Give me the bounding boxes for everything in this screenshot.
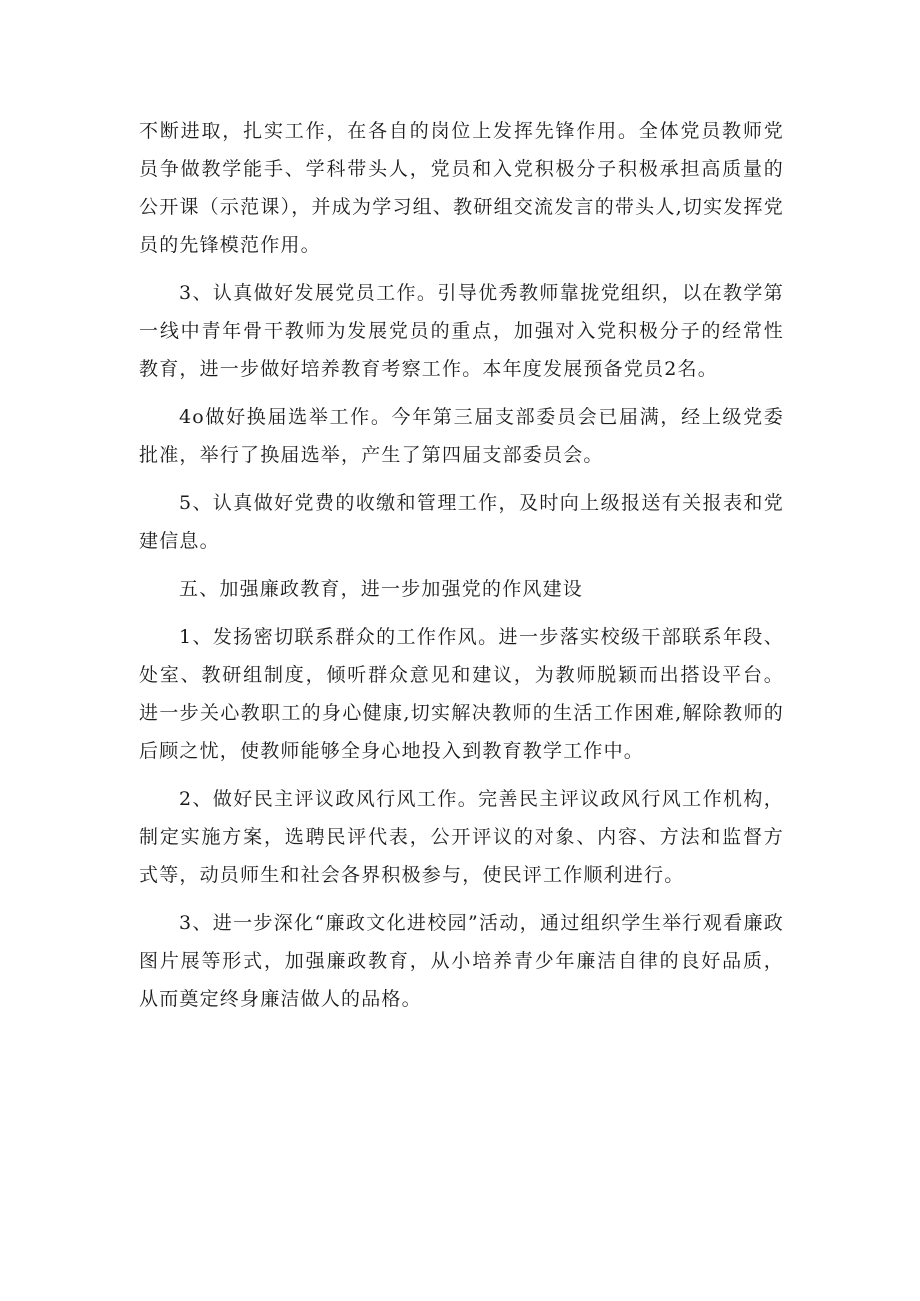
document-body xyxy=(139,112,784,1028)
paragraph-item-1-mass-line: 1、发扬密切联系群众的工作作风。进一步落实校级干部联系年段、处室、教研组制度，倾听群众意见和建议，为教师脱颖而出搭设平台。进一步关心教职工的身心健康,切实解决教师的生活工作困难,解除教师的后顾之忧，使教师能够全身心地投入到教育教学工作中。 xyxy=(139,626,784,762)
paragraph-item-3-clean-culture: 3、进一步深化“廉政文化进校园”活动，通过组织学生举行观看廉政图片展等形式，加强廉政教育，从小培养青少年廉洁自律的良好品质，从而奠定终身廉洁做人的品格。 xyxy=(139,912,784,1010)
paragraph-item-2-democratic-review: 2、做好民主评议政风行风工作。完善民主评议政风行风工作机构，制定实施方案，选聘民评代表，公开评议的对象、内容、方法和监督方式等，动员师生和社会各界积极参与，使民评工作顺利进行。 xyxy=(139,788,784,886)
paragraph-item-5-party-dues: 5、认真做好党费的收缴和管理工作，及时向上级报送有关报表和党建信息。 xyxy=(139,492,784,552)
paragraph-item-3-party-development: 3、认真做好发展党员工作。引导优秀教师靠拢党组织，以在教学第一线中青年骨干教师为发展党员的重点，加强对入党积极分子的经常性教育，进一步做好培养教育考察工作。本年度发展预备党员2名。 xyxy=(139,282,784,380)
paragraph-item-4-election: 4o做好换届选举工作。今年第三届支部委员会已届满，经上级党委批准，举行了换届选举，产生了第四届支部委员会。 xyxy=(139,406,784,466)
paragraph-continuation: 不断进取，扎实工作，在各自的岗位上发挥先锋作用。全体党员教师党员争做教学能手、学科带头人，党员和入党积极分子积极承担高质量的公开课（示范课），并成为学习组、教研组交流发言的带头人,切实发挥党员的先锋模范作用。 xyxy=(139,120,784,256)
section-heading-5: 五、加强廉政教育，进一步加强党的作风建设 xyxy=(179,578,584,600)
